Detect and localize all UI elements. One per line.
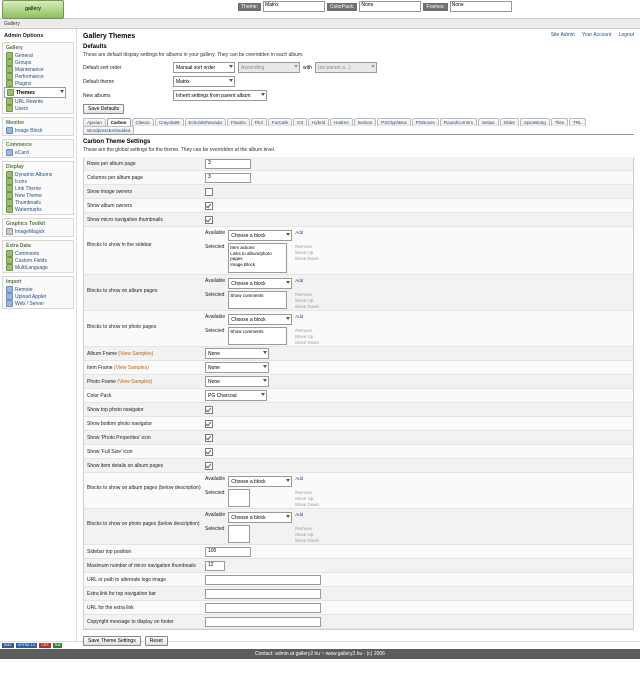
setting-label: Maximum number of micro navigation thumbnails bbox=[87, 562, 196, 569]
setting-show-photo-properties-icon bbox=[84, 431, 633, 445]
sidebar-item-dynamic-albums[interactable] bbox=[4, 171, 72, 178]
setting-label: Show top photo navigator bbox=[87, 406, 144, 413]
extra-link-url-input[interactable] bbox=[205, 603, 321, 613]
setting-label bbox=[87, 351, 205, 357]
add-block-button[interactable]: Add bbox=[295, 314, 304, 319]
list-item[interactable]: Image Block bbox=[230, 261, 255, 267]
save-defaults-button[interactable]: Save Defaults bbox=[83, 104, 124, 114]
water-icon bbox=[6, 206, 13, 213]
sidebar-item-label: Link Theme bbox=[15, 185, 42, 192]
page-title: Gallery Themes bbox=[83, 33, 136, 40]
lang-icon bbox=[6, 264, 13, 271]
item-frame-select[interactable]: None bbox=[205, 362, 269, 373]
setting-label: Blocks to show on album pages bbox=[87, 288, 158, 294]
sidebar-group-extra-data bbox=[2, 240, 74, 273]
setting-show-image-owners bbox=[84, 185, 633, 199]
sidebar-item-label: Users bbox=[15, 105, 29, 112]
tab-echo-nevada[interactable]: Echo/de/Nevada bbox=[185, 118, 226, 126]
page-body bbox=[0, 29, 640, 644]
frames-select[interactable]: None bbox=[450, 1, 512, 12]
add-block-button[interactable]: Add bbox=[295, 476, 304, 481]
setting-item-frame bbox=[84, 361, 633, 375]
new-albums-label: New albums bbox=[83, 92, 111, 99]
footer-text: Contact: admin at gallery2.hu ~ www.gallery2.hu - (c) 2006 bbox=[255, 651, 385, 657]
sidebar-item-label: Plugins bbox=[15, 80, 32, 87]
sidebar-item-label: Themes bbox=[16, 89, 35, 96]
sidebar-group-display bbox=[2, 161, 74, 215]
w3c-badge[interactable]: W3C bbox=[4, 643, 12, 647]
xhtml-badge[interactable]: XHTML 1.0 bbox=[17, 643, 36, 647]
setting-label: Color Pack bbox=[87, 392, 112, 399]
setting-label: Columns per album page bbox=[87, 174, 143, 181]
sidebar-item-maintenance[interactable] bbox=[4, 66, 72, 73]
sidebar-item-ecard[interactable] bbox=[4, 149, 72, 156]
move-up-button[interactable]: Move Up bbox=[295, 250, 314, 255]
sidebar-group-monitor bbox=[2, 117, 74, 136]
sidebar-group-label: Display bbox=[6, 164, 24, 170]
default-theme-label: Default theme bbox=[83, 78, 115, 85]
setting-label: Show item details on album pages bbox=[87, 462, 164, 469]
selected-blocks-list[interactable] bbox=[228, 243, 287, 273]
wrench-icon bbox=[6, 66, 13, 73]
list-item[interactable]: Show comments bbox=[230, 329, 264, 334]
sidebar-item-custom-fields[interactable] bbox=[4, 257, 72, 264]
breadcrumb bbox=[0, 19, 640, 29]
list-item[interactable]: Links to album/photo pages bbox=[230, 250, 272, 261]
setting-label: Show 'Photo Properties' icon bbox=[87, 434, 151, 441]
setting-label: URL or path to alternate logo image bbox=[87, 576, 167, 583]
save-theme-settings-button[interactable]: Save Theme Settings bbox=[83, 636, 141, 646]
carbon-settings-table bbox=[83, 157, 634, 630]
color-pack-select[interactable]: PG Charcoal bbox=[205, 390, 267, 401]
show-full-size-icon-checkbox[interactable] bbox=[205, 448, 213, 456]
tab-tiles[interactable]: Tiles bbox=[551, 118, 568, 126]
list-item[interactable]: Show comments bbox=[230, 293, 264, 298]
carbon-settings-description: These are the global settings for the theme. They can be overridden at the album level. bbox=[83, 147, 276, 153]
sidebar-group-label: Import bbox=[6, 279, 22, 285]
header-links bbox=[545, 32, 634, 38]
move-down-button[interactable]: Move Down bbox=[295, 340, 319, 345]
available-label: Available bbox=[205, 476, 226, 482]
available-label: Available bbox=[205, 314, 226, 320]
setting-show-bottom-photo-nav bbox=[84, 417, 633, 431]
photo-frame-samples-link[interactable]: (View Samples) bbox=[117, 378, 153, 385]
setting-color-pack bbox=[84, 389, 633, 403]
setting-label: Show 'Full Size' icon bbox=[87, 448, 133, 455]
theme-label: Theme: bbox=[238, 3, 261, 11]
colorpack-select[interactable]: None bbox=[359, 1, 421, 12]
web-icon bbox=[6, 300, 13, 307]
sidebar-item-label: New Theme bbox=[15, 192, 42, 199]
sidebar-item-image-block[interactable] bbox=[4, 127, 72, 134]
sidebar-item-label: Watermarks bbox=[15, 206, 42, 213]
selected-blocks-list[interactable] bbox=[228, 525, 250, 543]
remove-block-button[interactable]: Remove bbox=[295, 328, 312, 333]
album-frame-select[interactable]: None bbox=[205, 348, 269, 359]
setting-label: Blocks to show on photo pages bbox=[87, 324, 157, 330]
sidebar-item-label: Remote bbox=[15, 286, 33, 293]
show-album-owners-checkbox[interactable] bbox=[205, 202, 213, 210]
add-block-button[interactable]: Add bbox=[295, 278, 304, 283]
sidebar-item-new-theme[interactable] bbox=[4, 192, 72, 199]
section508-badge[interactable]: 508 bbox=[54, 643, 61, 647]
sidebar bbox=[0, 29, 77, 641]
sidebar-item-label: Thumbnails bbox=[15, 199, 41, 206]
tab-carbon[interactable]: Carbon bbox=[107, 118, 131, 126]
move-down-button[interactable]: Move Down bbox=[295, 256, 319, 261]
sidebar-group-gallery bbox=[2, 42, 74, 114]
setting-max-micro-nav-thumbs bbox=[84, 559, 633, 573]
sidebar-item-label: Groups bbox=[15, 59, 32, 66]
sidebar-group-label: Commerce bbox=[6, 142, 32, 148]
move-up-button[interactable]: Move Up bbox=[295, 532, 314, 537]
available-block-select[interactable]: Choose a block bbox=[228, 278, 292, 289]
sidebar-group-label: Gallery bbox=[6, 45, 23, 51]
tab-flinl[interactable]: Flinl bbox=[251, 118, 267, 126]
themes-icon bbox=[7, 89, 14, 96]
available-block-select[interactable]: Choose a block bbox=[228, 314, 292, 325]
theme-tabs bbox=[83, 118, 634, 135]
sort-parent-select[interactable]: (no parent a...) bbox=[315, 62, 377, 73]
sidebar-item-comments[interactable] bbox=[4, 250, 72, 257]
photo-frame-select[interactable]: None bbox=[205, 376, 269, 387]
sidebar-item-remote[interactable] bbox=[4, 286, 72, 293]
default-theme-select[interactable]: Matrix bbox=[173, 76, 235, 87]
setting-show-item-details bbox=[84, 459, 633, 473]
setting-label: Show album owners bbox=[87, 202, 133, 209]
link-icon bbox=[6, 185, 13, 192]
setting-label: Sidebar top position bbox=[87, 548, 132, 555]
selected-label: Selected bbox=[205, 490, 225, 496]
sidebar-item-label: Image Block bbox=[15, 127, 43, 134]
show-micro-nav-thumbnails-checkbox[interactable] bbox=[205, 216, 213, 224]
top-bar bbox=[0, 0, 640, 19]
setting-sidebar-top-position bbox=[84, 545, 633, 559]
move-down-button[interactable]: Move Down bbox=[295, 304, 319, 309]
setting-extra-link bbox=[84, 587, 633, 601]
sidebar-group-graphics-toolkit bbox=[2, 218, 74, 237]
logout-link[interactable]: Logout bbox=[618, 32, 634, 38]
sidebar-group-label: Extra Data bbox=[6, 243, 31, 249]
icons-icon bbox=[6, 178, 13, 185]
sidebar-item-label: Web / Server bbox=[15, 300, 45, 307]
show-image-owners-checkbox[interactable] bbox=[205, 188, 213, 196]
sidebar-item-multilanguage[interactable] bbox=[4, 264, 72, 271]
album-frame-label: Album Frame bbox=[87, 350, 118, 357]
available-block-select[interactable]: Choose a block bbox=[228, 230, 292, 241]
tab-inelson[interactable]: Inelson bbox=[354, 118, 377, 126]
main-content bbox=[77, 29, 640, 644]
selected-label: Selected bbox=[205, 244, 225, 250]
sidebar-item-label: Icons bbox=[15, 178, 27, 185]
tab-psglyphbox[interactable]: PSGlyphBox bbox=[377, 118, 411, 126]
show-item-details-checkbox[interactable] bbox=[205, 462, 213, 470]
groups-icon bbox=[6, 59, 13, 66]
tab-hybrid[interactable]: Hybrid bbox=[308, 118, 329, 126]
default-theme-row bbox=[83, 76, 634, 87]
settings-actions bbox=[83, 636, 634, 646]
reset-button[interactable]: Reset bbox=[145, 636, 168, 646]
add-block-button[interactable]: Add bbox=[295, 512, 304, 517]
extra-link-input[interactable] bbox=[205, 589, 321, 599]
setting-label: Show micro navigation thumbnails bbox=[87, 216, 163, 223]
sidebar-top-position-input[interactable]: 100 bbox=[205, 547, 251, 557]
theme-switcher-bar bbox=[238, 1, 512, 12]
footer bbox=[0, 649, 640, 659]
sidebar-item-label: Upload Applet bbox=[15, 293, 47, 300]
list-item[interactable]: Item actions bbox=[230, 245, 255, 250]
setting-columns-per-page bbox=[84, 171, 633, 185]
setting-label: URL for the extra link bbox=[87, 604, 134, 611]
tab-hadres[interactable]: Hadres bbox=[330, 118, 353, 126]
frames-label: Frames: bbox=[423, 3, 447, 11]
sidebar-item-watermarks[interactable] bbox=[4, 206, 72, 213]
show-bottom-photo-navigator-checkbox[interactable] bbox=[205, 420, 213, 428]
sidebar-item-upload-applet[interactable] bbox=[4, 293, 72, 300]
sidebar-item-users[interactable] bbox=[4, 105, 72, 112]
rows-per-page-input[interactable]: 3 bbox=[205, 159, 251, 169]
sidebar-group-commerce bbox=[2, 139, 74, 158]
sidebar-group-label: Graphics Toolkit bbox=[6, 221, 46, 227]
remove-block-button[interactable]: Remove bbox=[295, 490, 312, 495]
alt-logo-url-input[interactable] bbox=[205, 575, 321, 585]
setting-alt-logo-url bbox=[84, 573, 633, 587]
remove-block-button[interactable]: Remove bbox=[295, 526, 312, 531]
selected-label: Selected bbox=[205, 328, 225, 334]
selected-label: Selected bbox=[205, 292, 225, 298]
carbon-settings-heading: Carbon Theme Settings bbox=[83, 139, 151, 145]
card-icon bbox=[6, 149, 13, 156]
sidebar-item-themes[interactable] bbox=[4, 87, 66, 98]
gallery-logo[interactable]: gallery bbox=[2, 0, 64, 19]
tab-pgboxes[interactable]: PGBoxes bbox=[412, 118, 439, 126]
move-up-button[interactable]: Move Up bbox=[295, 496, 314, 501]
tab-trl[interactable]: TRL bbox=[569, 118, 586, 126]
tab-slider[interactable]: Slider bbox=[500, 118, 520, 126]
setting-label: Show bottom photo navigator bbox=[87, 420, 153, 427]
sidebar-item-link-theme[interactable] bbox=[4, 185, 72, 192]
setting-album-page-blocks bbox=[84, 275, 633, 311]
sidebar-item-label: MultiLanguage bbox=[15, 264, 48, 271]
image-icon bbox=[6, 127, 13, 134]
selected-blocks-list[interactable] bbox=[228, 291, 287, 309]
setting-photo-blocks-below-desc bbox=[84, 509, 633, 545]
upload-icon bbox=[6, 293, 13, 300]
sidebar-item-performance[interactable] bbox=[4, 73, 72, 80]
site-admin-link[interactable]: Site Admin bbox=[550, 32, 575, 38]
setting-show-micro-nav-thumbs bbox=[84, 213, 633, 227]
default-sort-order-select[interactable]: Manual sort order bbox=[173, 62, 235, 73]
sidebar-item-label: Performance bbox=[15, 73, 44, 80]
setting-album-frame bbox=[84, 347, 633, 361]
setting-album-blocks-below-desc bbox=[84, 473, 633, 509]
item-frame-label: Item Frame bbox=[87, 364, 113, 371]
sidebar-item-label: URL Rewrite bbox=[15, 98, 44, 105]
sidebar-item-icons[interactable] bbox=[4, 178, 72, 185]
default-sort-order-label: Default sort order bbox=[83, 64, 122, 71]
sidebar-title: Admin Options bbox=[4, 33, 44, 39]
setting-label: Blocks to show on photo pages (below description) bbox=[87, 521, 200, 527]
sidebar-item-thumbnails[interactable] bbox=[4, 199, 72, 206]
sidebar-item-label: eCard bbox=[15, 149, 29, 156]
defaults-description: These are default display settings for albums in your gallery. They can be overridden in each album. bbox=[83, 52, 304, 58]
sidebar-item-label: Maintenance bbox=[15, 66, 44, 73]
tab-spicebong[interactable]: SpiceBong bbox=[520, 118, 550, 126]
available-label: Available bbox=[205, 230, 226, 236]
tab-g3[interactable]: G3 bbox=[293, 118, 307, 126]
add-block-button[interactable]: Add bbox=[295, 230, 304, 235]
setting-label: Blocks to show in the sidebar bbox=[87, 242, 152, 248]
move-up-button[interactable]: Move Up bbox=[295, 334, 314, 339]
copyright-message-input[interactable] bbox=[205, 617, 321, 627]
setting-label: Show image owners bbox=[87, 188, 133, 195]
thumb-icon bbox=[6, 199, 13, 206]
setting-show-top-photo-nav bbox=[84, 403, 633, 417]
comment-icon bbox=[6, 250, 13, 257]
sidebar-item-general[interactable] bbox=[4, 52, 72, 59]
sort-direction-select[interactable]: Ascending bbox=[238, 62, 300, 73]
available-label: Available bbox=[205, 512, 226, 518]
users-icon bbox=[6, 105, 13, 112]
tab-ajaxian[interactable]: Ajaxian bbox=[83, 118, 106, 126]
remove-block-button[interactable]: Remove bbox=[295, 244, 312, 249]
setting-show-full-size-icon bbox=[84, 445, 633, 459]
setting-extra-link-url bbox=[84, 601, 633, 615]
setting-sidebar-blocks bbox=[84, 227, 633, 275]
setting-label bbox=[87, 365, 205, 371]
setting-label: Extra link for top navigation bar bbox=[87, 590, 156, 597]
move-down-button[interactable]: Move Down bbox=[295, 538, 319, 543]
tab-wordpressembedded[interactable]: WordpressEmbedded bbox=[83, 126, 134, 134]
selected-blocks-list[interactable] bbox=[228, 489, 250, 507]
tab-forcafe[interactable]: ForCafe bbox=[268, 118, 292, 126]
new-icon bbox=[6, 192, 13, 199]
css-badge[interactable]: CSS bbox=[41, 643, 49, 647]
album-icon bbox=[6, 171, 13, 178]
remote-icon bbox=[6, 286, 13, 293]
default-sort-order-row bbox=[83, 62, 634, 73]
sidebar-item-plugins[interactable] bbox=[4, 80, 72, 87]
tab-roundcorners[interactable]: RoundCorners bbox=[440, 118, 477, 126]
tab-crayola99[interactable]: Crayola99 bbox=[155, 118, 184, 126]
album-frame-samples-link[interactable]: (View Samples) bbox=[118, 350, 154, 357]
setting-label: Copyright message to display on footer bbox=[87, 618, 174, 625]
setting-label: Rows per album page bbox=[87, 160, 136, 167]
available-block-select[interactable]: Choose a block bbox=[228, 476, 292, 487]
move-up-button[interactable]: Move Up bbox=[295, 298, 314, 303]
speed-icon bbox=[6, 73, 13, 80]
tab-classic[interactable]: Classic bbox=[132, 118, 155, 126]
setting-label bbox=[87, 379, 205, 385]
gear-icon bbox=[6, 52, 13, 59]
sidebar-item-groups[interactable] bbox=[4, 59, 72, 66]
selected-blocks-list[interactable] bbox=[228, 327, 287, 345]
field-icon bbox=[6, 257, 13, 264]
sidebar-item-label: Dynamic Albums bbox=[15, 171, 53, 178]
remove-block-button[interactable]: Remove bbox=[295, 292, 312, 297]
setting-rows-per-page bbox=[84, 157, 633, 171]
your-account-link[interactable]: Your Account bbox=[582, 32, 612, 38]
sidebar-item-label: Comments bbox=[15, 250, 40, 257]
sidebar-item-web-server[interactable] bbox=[4, 300, 72, 307]
plug-icon bbox=[6, 80, 13, 87]
sidebar-item-url-rewrite[interactable] bbox=[4, 98, 72, 105]
with-label: with bbox=[303, 64, 312, 71]
selected-label: Selected bbox=[205, 526, 225, 532]
item-frame-samples-link[interactable]: (View Samples) bbox=[113, 364, 149, 371]
breadcrumb-gallery[interactable]: Gallery bbox=[4, 20, 20, 27]
sidebar-item-label: General bbox=[15, 52, 33, 59]
defaults-heading: Defaults bbox=[83, 44, 107, 50]
photo-frame-label: Photo Frame bbox=[87, 378, 116, 385]
setting-photo-frame bbox=[84, 375, 633, 389]
setting-photo-page-blocks bbox=[84, 311, 633, 347]
save-defaults-bar bbox=[83, 106, 634, 112]
magick-icon bbox=[6, 228, 13, 235]
sidebar-item-label: ImageMagick bbox=[15, 228, 45, 235]
sidebar-group-import bbox=[2, 276, 74, 309]
link-icon bbox=[6, 98, 13, 105]
tab-setius[interactable]: Setius bbox=[478, 118, 499, 126]
sidebar-group-label: Monitor bbox=[6, 120, 25, 126]
new-albums-select[interactable]: Inherit settings from parent album bbox=[173, 90, 267, 101]
move-down-button[interactable]: Move Down bbox=[295, 502, 319, 507]
show-photo-properties-icon-checkbox[interactable] bbox=[205, 434, 213, 442]
tab-floatrix[interactable]: Floatrix bbox=[227, 118, 250, 126]
show-top-photo-navigator-checkbox[interactable] bbox=[205, 406, 213, 414]
setting-show-album-owners bbox=[84, 199, 633, 213]
sidebar-item-label: Custom Fields bbox=[15, 257, 47, 264]
theme-select[interactable]: Matrix bbox=[263, 1, 325, 12]
available-label: Available bbox=[205, 278, 226, 284]
columns-per-page-input[interactable]: 3 bbox=[205, 173, 251, 183]
setting-label: Blocks to show on album pages (below description) bbox=[87, 485, 201, 491]
setting-copyright-message bbox=[84, 615, 633, 629]
max-micro-thumbnails-input[interactable]: 12 bbox=[205, 561, 225, 571]
colorpack-label: ColorPack: bbox=[327, 3, 357, 11]
new-albums-row bbox=[83, 90, 634, 101]
available-block-select[interactable]: Choose a block bbox=[228, 512, 292, 523]
sidebar-item-imagemagick[interactable] bbox=[4, 228, 72, 235]
